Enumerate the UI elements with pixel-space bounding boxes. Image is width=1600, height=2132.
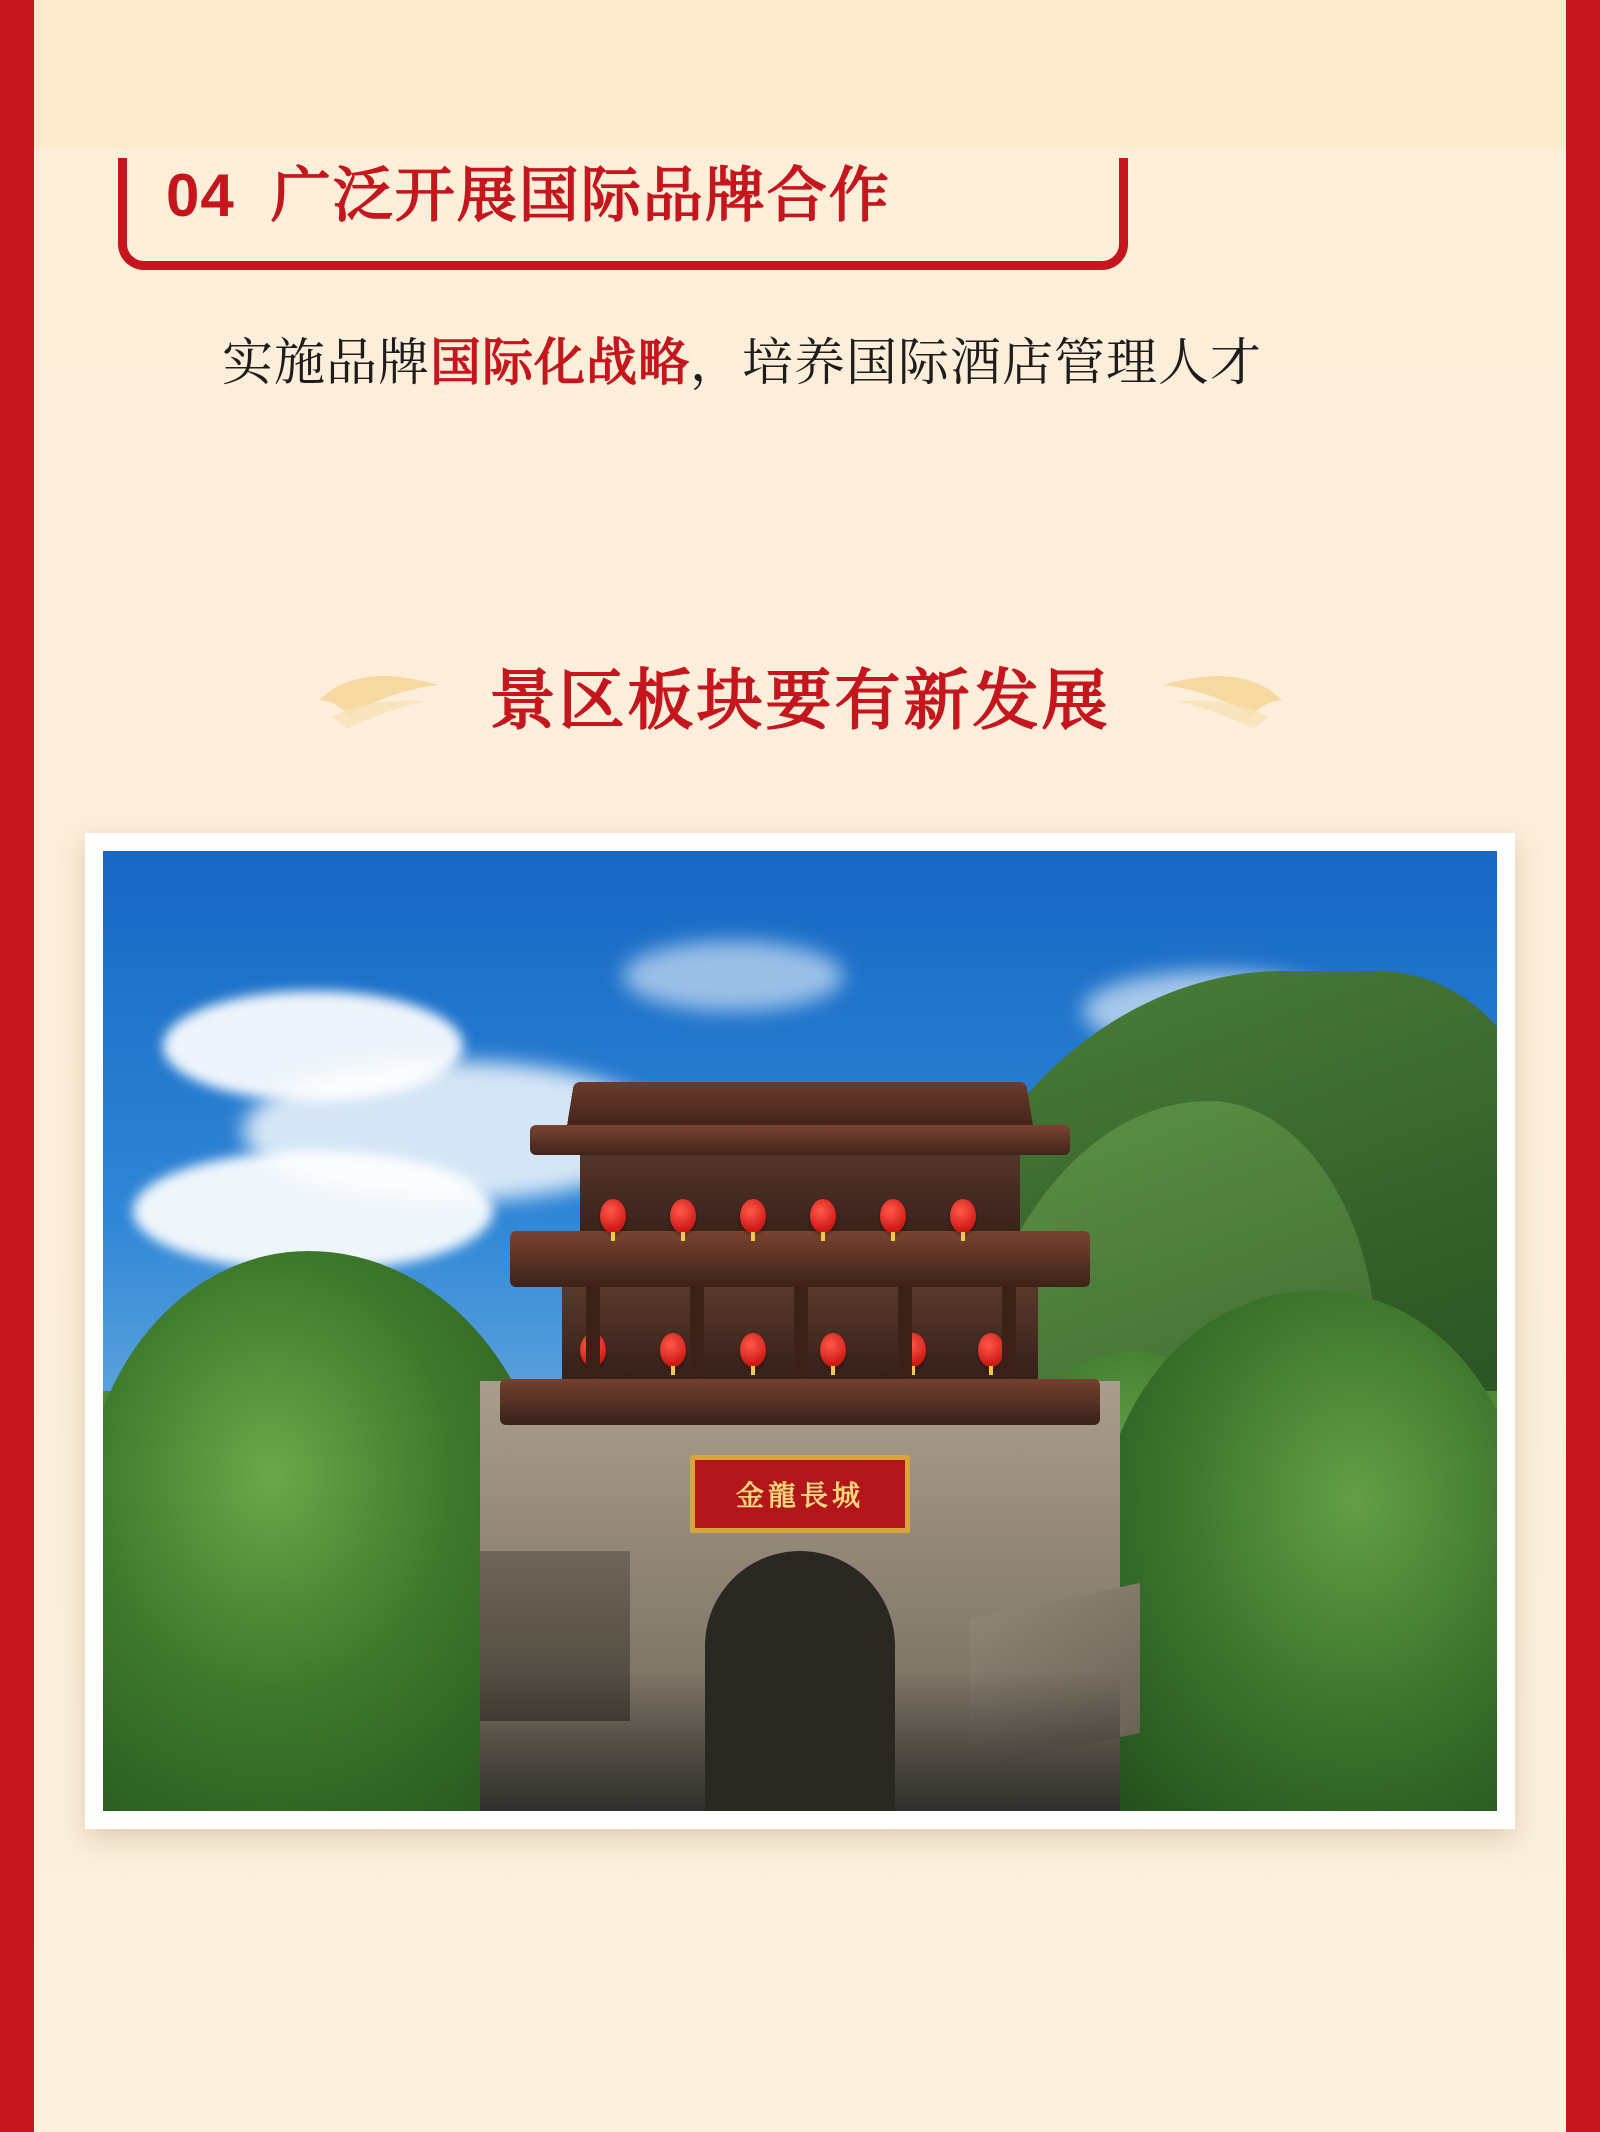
section-title: 广泛开展国际品牌合作 <box>270 162 891 229</box>
lantern-icon <box>660 1333 686 1367</box>
lantern-icon <box>950 1199 976 1233</box>
wing-icon <box>1157 655 1287 735</box>
lantern-icon <box>810 1199 836 1233</box>
section-number: 04 <box>166 162 235 229</box>
paragraph-highlight: 国际化战略 <box>430 334 691 391</box>
banner-heading <box>34 635 1566 755</box>
section-heading-block <box>118 148 1138 234</box>
wing-icon <box>314 655 444 735</box>
gate-tower <box>440 1051 1160 1811</box>
lantern-icon <box>740 1199 766 1233</box>
tower-roofs <box>510 1081 1090 1441</box>
tower-pillar <box>1002 1287 1016 1379</box>
lantern-icon <box>740 1333 766 1367</box>
lantern-icon <box>670 1199 696 1233</box>
paragraph-tail: ，培养国际酒店管理人才 <box>690 334 1263 391</box>
section-heading-row <box>118 148 1138 234</box>
roof-tier-middle <box>510 1231 1090 1287</box>
poster-content <box>34 148 1566 2132</box>
roof-eave-top <box>530 1125 1070 1155</box>
gate-plaque: 金龍長城 <box>690 1455 910 1533</box>
page-bottom-space <box>34 1829 1566 1949</box>
roof-tier-bottom <box>500 1379 1100 1425</box>
gate-arch <box>705 1551 895 1811</box>
cloud-shape <box>623 941 843 1011</box>
scenic-photo <box>103 851 1497 1811</box>
tower-pillar <box>898 1287 912 1379</box>
lantern-icon <box>820 1333 846 1367</box>
lantern-icon <box>880 1199 906 1233</box>
tower-pillar <box>794 1287 808 1379</box>
photo-card <box>85 833 1515 1829</box>
section-paragraph <box>118 322 1502 405</box>
tower-pillar <box>586 1287 600 1379</box>
lantern-icon <box>600 1199 626 1233</box>
tower-pillar <box>690 1287 704 1379</box>
paragraph-lead: 实施品牌 <box>222 334 431 391</box>
lantern-icon <box>978 1333 1004 1367</box>
banner-title: 景区板块要有新发展 <box>489 663 1111 738</box>
